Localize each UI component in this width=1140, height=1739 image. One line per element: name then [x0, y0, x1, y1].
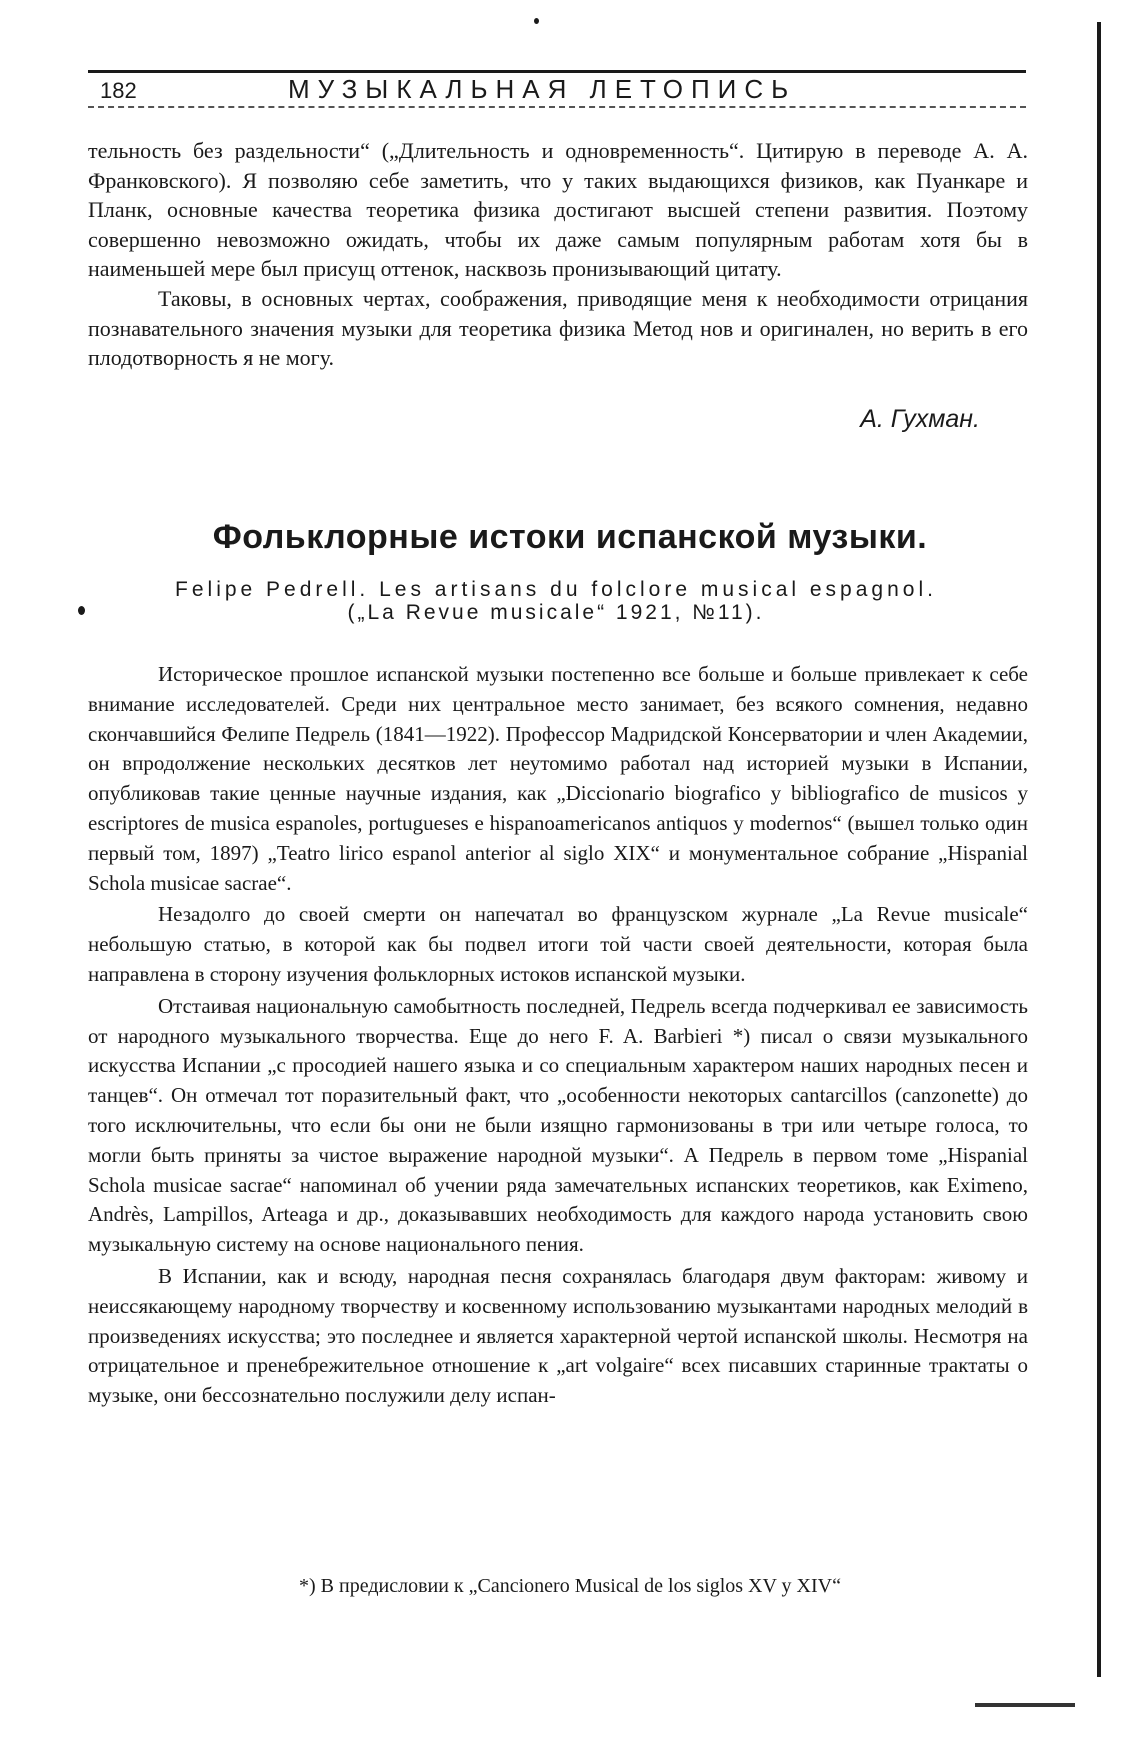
- page-number: 182: [100, 78, 137, 103]
- page-edge-rule: [1097, 22, 1101, 1677]
- author-signature: А. Гухман.: [860, 405, 980, 433]
- source-journal: („La Revue musicale“ 1921, №11).: [347, 601, 765, 624]
- article-paragraph: В Испании, как и всюду, народная песня сохранялась благодаря двум факторам: живому и неиссякающему народному творчеству и косвенному использованию музыкантами народных мелодий в произведениях искусства; это последнее и является характерной чертой испанской школы. Несмотря на отрицательное и пренебрежительное отношение к „art volgaire“ всех писавших старинные трактаты о музыке, они бессознательно послужили делу испан-: [88, 1263, 1028, 1408]
- article-body: [88, 660, 1028, 1413]
- article-paragraph: Историческое прошлое испанской музыки постепенно все больше и больше привлекает к себе внимание исследователей. Среди них центральное место занимает, без всякого сомнения, недавно скончавшийся Фелипе Педрель (1841—1922). Профессор Мадридской Консерватории и член Академии, он впродолжение нескольких десятков лет неутомимо работал над историей музыки в Испании, опубликовав такие ценные научные издания, как „Diccionario biografico y bibliografico de musicos y escriptores de musica espanoles, portugueses e hispanoamericanos antiquos y modernos“ (вышел только один первый том, 1897) „Teatro lirico espanol anterior al siglo XIX“ и монументальное собрание „Hispanial Schola musicae sacrae“.: [88, 662, 1028, 895]
- source-citation: Felipe Pedrell. Les artisans du folclore musical espagnol.: [175, 578, 937, 601]
- bottom-smudge: [975, 1703, 1075, 1707]
- article-paragraph: Отстаивая национальную самобытность последней, Педрель всегда подчеркивал ее зависимость от народного музыкального творчества. Еще до него F. A. Barbieri *) писал о связи музыкального искусства Испании „с просодией нашего языка и со специальным характером наших народных песен и танцев“. Он отмечал тот поразительный факт, что „особенности некоторых cantarcillos (canzonette) до того исключительны, что если бы они не были изящно гармонизованы в три или четыре голоса, то могли быть приняты за чистое выражение народной музыки“. А Педрель в первом томе „Hispanial Schola musicae sacrae“ напоминал об учении ряда замечательных испанских теоретиков, как Eximeno, Andrès, Lampillos, Arteaga и др., доказывавших необходимость для каждого народа установить свою музыкальную систему на основе национального пения.: [88, 993, 1028, 1257]
- footnote: *) В предисловии к „Cancionero Musical de los siglos XV y XIV“: [299, 1575, 841, 1597]
- page-header: [88, 58, 1026, 106]
- article-paragraph: Незадолго до своей смерти он напечатал во французском журнале „La Revue musicale“ небольшую статью, в которой как бы подвел итоги той части своей деятельности, которая была направлена в сторону изучения фольклорных истоков испанской музыки.: [88, 902, 1028, 986]
- header-bottom-rule: [88, 106, 1026, 108]
- intro-paragraph: Таковы, в основных чертах, соображения, приводящие меня к необходимости отрицания познавательного значения музыки для теоретика физика Метод нов и оригинален, но верить в его плодотворность я не могу.: [88, 285, 1028, 371]
- intro-paragraph: тельность без раздельности“ („Длительность и одновременность“. Цитирую в переводе А. А. Франковского). Я позволяю себе заметить, что у таких выдающихся физиков, как Пуанкаре и Планк, основные качества теоретика физика достигают высшей степени развития. Поэтому совершенно невозможно ожидать, чтобы их даже самым популярным работам хотя бы в наименьшей мере был присущ оттенок, насквозь пронизывающий цитату.: [88, 138, 1028, 282]
- running-title: МУЗЫКАЛЬНАЯ ЛЕТОПИСЬ: [288, 74, 797, 104]
- margin-mark: [78, 606, 85, 615]
- article-title: Фольклорные истоки испанской музыки.: [212, 518, 928, 556]
- header-top-rule: [88, 70, 1026, 73]
- previous-article-ending: [88, 136, 1028, 373]
- top-speck: [534, 18, 539, 24]
